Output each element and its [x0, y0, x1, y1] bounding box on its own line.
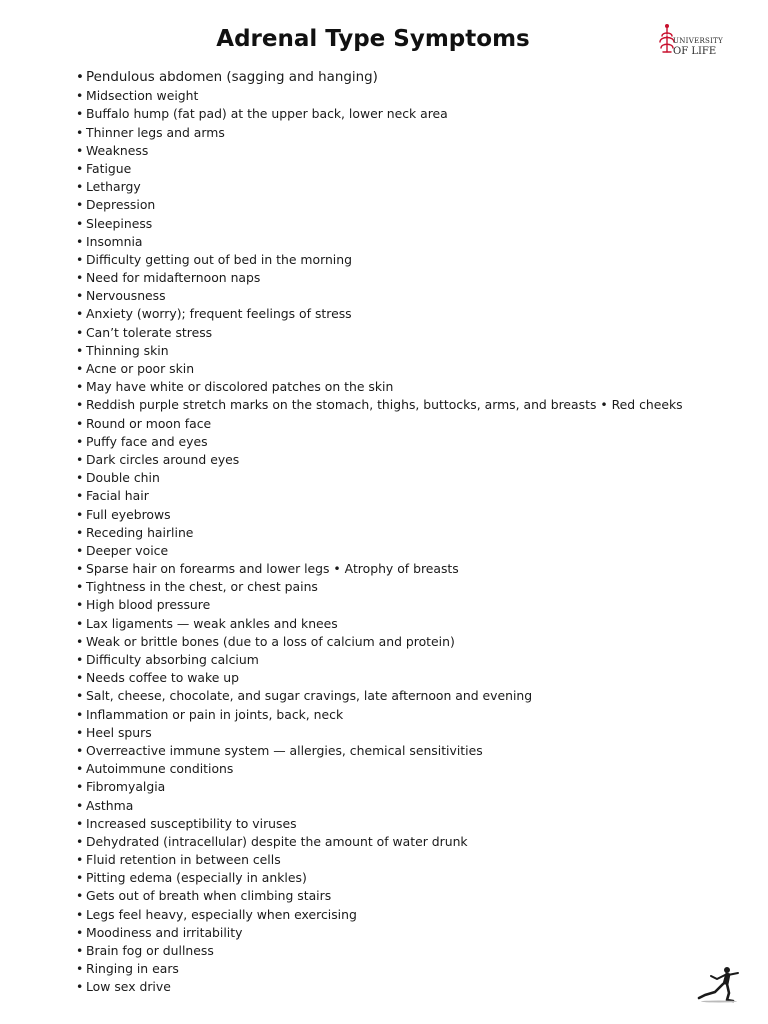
symptom-item: • Increased susceptibility to viruses [76, 815, 683, 833]
symptom-item: • Asthma [76, 797, 683, 815]
symptom-item: • Ringing in ears [76, 960, 683, 978]
symptom-item: • Fibromyalgia [76, 778, 683, 796]
symptom-item: • Difficulty getting out of bed in the morning [76, 251, 683, 269]
symptom-item: • Sleepiness [76, 215, 683, 233]
symptom-item: • Thinning skin [76, 342, 683, 360]
symptom-item: • Autoimmune conditions [76, 760, 683, 778]
symptom-item: • Fatigue [76, 160, 683, 178]
symptom-item: • Buffalo hump (fat pad) at the upper back, lower neck area [76, 105, 683, 123]
symptom-item: • Midsection weight [76, 87, 683, 105]
symptom-item: • Overreactive immune system — allergies, chemical sensitivities [76, 742, 683, 760]
symptom-list [76, 69, 683, 997]
symptom-item: • Weakness [76, 142, 683, 160]
symptom-item: • Thinner legs and arms [76, 124, 683, 142]
symptom-item: • Lethargy [76, 178, 683, 196]
symptom-item: • Can’t tolerate stress [76, 324, 683, 342]
symptom-item: • Anxiety (worry); frequent feelings of stress [76, 305, 683, 323]
symptom-item: • Lax ligaments — weak ankles and knees [76, 615, 683, 633]
symptom-item: • Fluid retention in between cells [76, 851, 683, 869]
symptom-item: • Need for midafternoon naps [76, 269, 683, 287]
symptom-item: • Brain fog or dullness [76, 942, 683, 960]
symptom-item: • Salt, cheese, chocolate, and sugar cravings, late afternoon and evening [76, 687, 683, 705]
symptom-item: • Tightness in the chest, or chest pains [76, 578, 683, 596]
page-title: Adrenal Type Symptoms [216, 26, 530, 52]
symptom-item: • Pitting edema (especially in ankles) [76, 869, 683, 887]
logo-line-1: UNIVERSITY [673, 37, 724, 45]
symptom-item: • Moodiness and irritability [76, 924, 683, 942]
symptom-item: • Round or moon face [76, 415, 683, 433]
symptom-item: • High blood pressure [76, 596, 683, 614]
symptom-item: • Weak or brittle bones (due to a loss of calcium and protein) [76, 633, 683, 651]
symptom-item: • May have white or discolored patches on the skin [76, 378, 683, 396]
symptom-item: • Heel spurs [76, 724, 683, 742]
symptom-item: • Depression [76, 196, 683, 214]
symptom-item: • Facial hair [76, 487, 683, 505]
symptom-item: • Dark circles around eyes [76, 451, 683, 469]
symptom-item: • Legs feel heavy, especially when exercising [76, 906, 683, 924]
symptom-item: • Dehydrated (intracellular) despite the amount of water drunk [76, 833, 683, 851]
symptom-item: • Full eyebrows [76, 506, 683, 524]
symptom-item: • Double chin [76, 469, 683, 487]
symptom-item: • Receding hairline [76, 524, 683, 542]
symptom-item: • Pendulous abdomen (sagging and hanging) [76, 69, 683, 87]
symptom-item: • Nervousness [76, 287, 683, 305]
symptom-item: • Low sex drive [76, 978, 683, 996]
university-of-life-logo [658, 22, 728, 62]
symptom-item: • Difficulty absorbing calcium [76, 651, 683, 669]
symptom-item: • Gets out of breath when climbing stairs [76, 887, 683, 905]
martial-arts-figure-icon [697, 965, 741, 1003]
symptom-item: • Inflammation or pain in joints, back, neck [76, 706, 683, 724]
logo-wordmark [673, 36, 723, 57]
symptom-item: • Reddish purple stretch marks on the stomach, thighs, buttocks, arms, and breasts • Red cheeks [76, 396, 683, 414]
symptom-item: • Sparse hair on forearms and lower legs • Atrophy of breasts [76, 560, 683, 578]
symptom-item: • Acne or poor skin [76, 360, 683, 378]
symptom-item: • Puffy face and eyes [76, 433, 683, 451]
logo-line-2: OF LIFE [673, 46, 717, 57]
symptom-item: • Insomnia [76, 233, 683, 251]
symptom-item: • Needs coffee to wake up [76, 669, 683, 687]
symptom-item: • Deeper voice [76, 542, 683, 560]
